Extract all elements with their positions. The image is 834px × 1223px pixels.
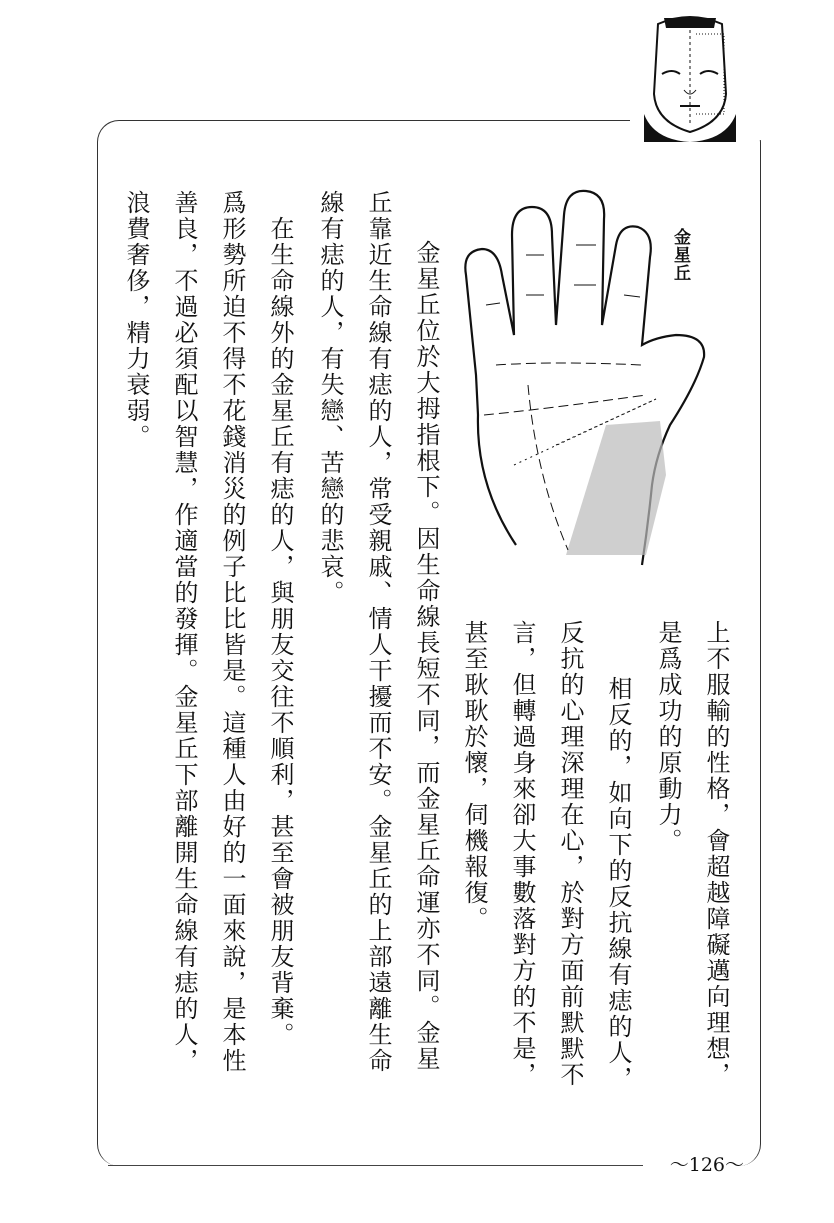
- face-illustration: [640, 14, 740, 142]
- text-column: 言，但轉過身來卻大事數落對方的不是，: [508, 620, 536, 1088]
- text-column: 在生命線外的金星丘有痣的人，與朋友交往不順利，甚至會被朋友背棄。: [266, 190, 294, 1048]
- text-column: 丘靠近生命線有痣的人，常受親戚、情人干擾而不安。金星丘的上部遠離生命: [364, 190, 392, 1074]
- text-column: 相反的，如向下的反抗線有痣的人，: [604, 650, 632, 1092]
- text-column: 上不服輸的性格，會超越障礙邁向理想，: [702, 620, 730, 1088]
- text-column: 善良，不過必須配以智慧，作適當的發揮。金星丘下部離開生命線有痣的人，: [170, 190, 198, 1074]
- text-column: 甚至耿耿於懷，伺機報復。: [460, 620, 488, 932]
- text-column: 金星丘位於大拇指根下。因生命線長短不同，而金星丘命運亦不同。金星: [412, 240, 440, 1072]
- text-column: 爲形勢所迫不得不花錢消災的例子比比皆是。這種人由好的一面來說，是本性: [218, 190, 246, 1074]
- text-column: 浪費奢侈，精力衰弱。: [122, 190, 150, 450]
- page-number: ～126～: [669, 1154, 744, 1176]
- diagram-label: 金星丘: [670, 228, 690, 282]
- text-column: 線有痣的人，有失戀、苦戀的悲哀。: [316, 190, 344, 606]
- footer-rule: [108, 1165, 643, 1166]
- text-column: 是爲成功的原動力。: [654, 620, 682, 854]
- text-column: 反抗的心理深理在心，於對方面前默默不: [556, 620, 584, 1088]
